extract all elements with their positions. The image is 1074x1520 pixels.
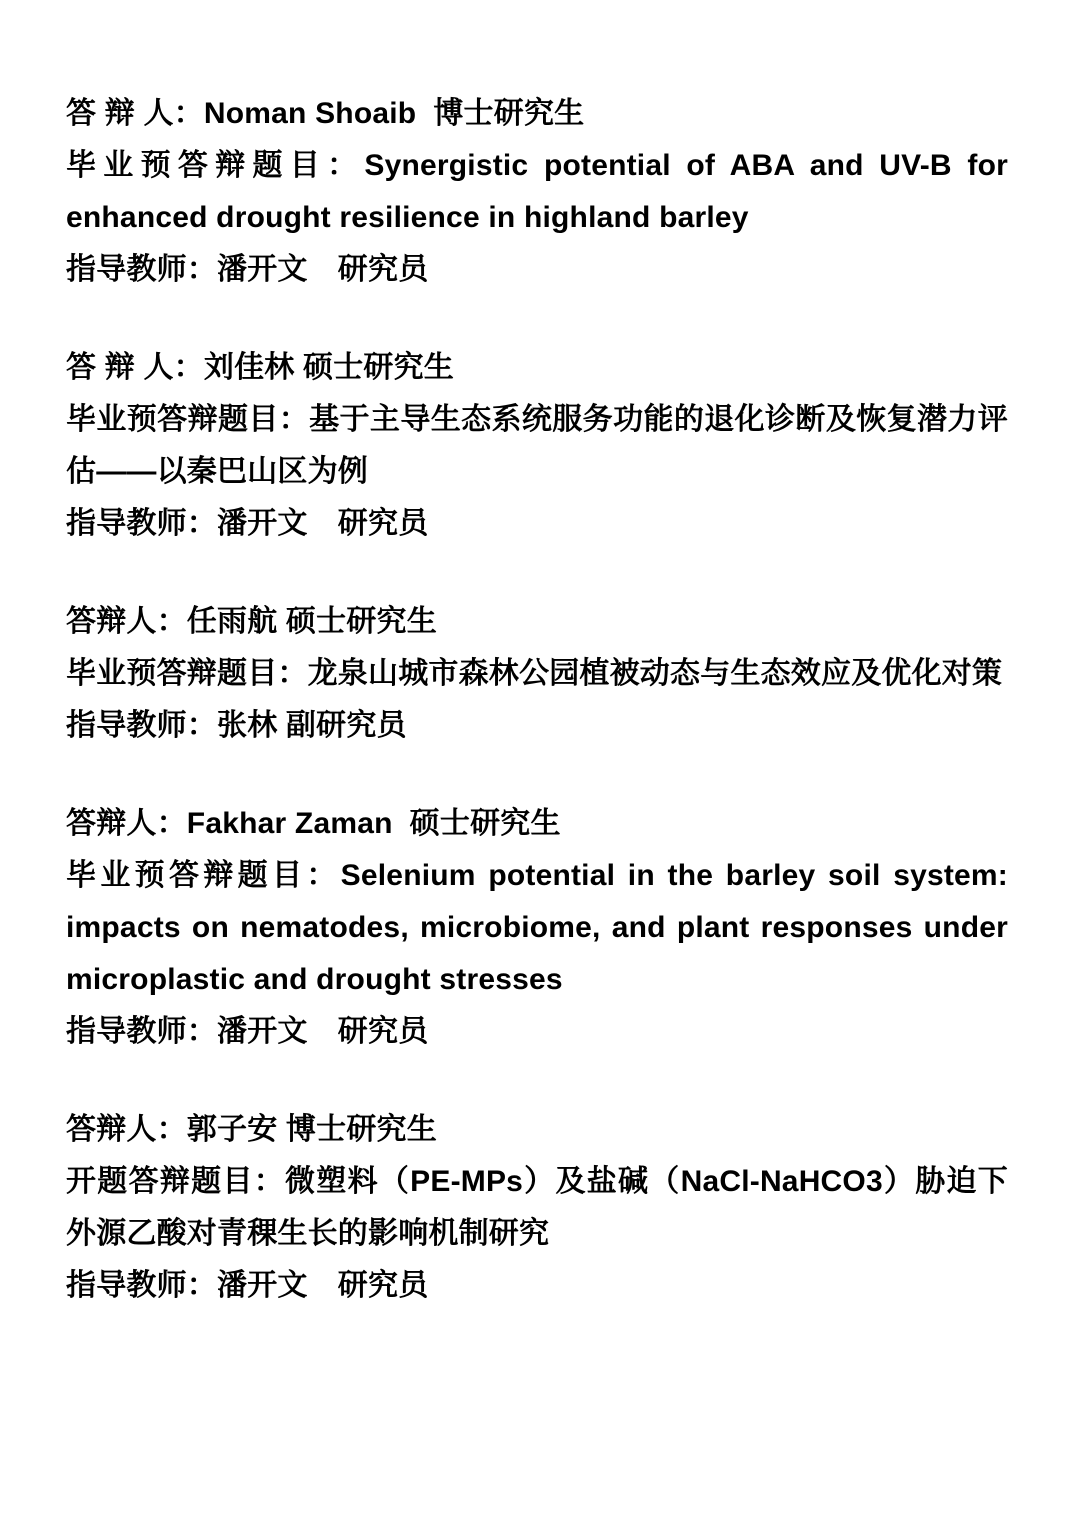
advisor-line: 指导教师：潘开文 研究员 — [66, 507, 429, 540]
advisor-line: 指导教师：潘开文 研究员 — [66, 1015, 429, 1048]
advisor-line: 指导教师：潘开文 研究员 — [66, 253, 429, 286]
candidate-line: 答辩人：任雨航 硕士研究生 — [66, 605, 437, 638]
thesis-title-line: 毕业预答辩题目：龙泉山城市森林公园植被动态与生态效应及优化对策 — [66, 657, 1003, 690]
thesis-title-line: 毕业预答辩题目：基于主导生态系统服务功能的退化诊断及恢复潜力评估——以秦巴山区为例 — [66, 403, 1008, 488]
defense-entry — [66, 596, 1008, 752]
thesis-title-line: 毕业预答辩题目：Selenium potential in the barley soil system: impacts on nematodes, microbiome, and plant responses under microplastic and drought stresses — [66, 859, 1008, 996]
advisor-line: 指导教师：潘开文 研究员 — [66, 1269, 429, 1302]
candidate-line: 答辩人：郭子安 博士研究生 — [66, 1113, 437, 1146]
defense-entry — [66, 1104, 1008, 1312]
defense-entry — [66, 88, 1008, 296]
thesis-title-line: 开题答辩题目：微塑料（PE-MPs）及盐碱（NaCl-NaHCO3）胁迫下外源乙酸对青稞生长的影响机制研究 — [66, 1165, 1008, 1250]
candidate-line: 答辩人：Fakhar Zaman 硕士研究生 — [66, 807, 561, 840]
thesis-title-line: 毕业预答辩题目：Synergistic potential of ABA and UV-B for enhanced drought resilience in highland barley — [66, 149, 1008, 234]
candidate-line: 答 辩 人：Noman Shoaib 博士研究生 — [66, 97, 585, 130]
defense-entry — [66, 798, 1008, 1058]
advisor-line: 指导教师：张林 副研究员 — [66, 709, 407, 742]
defense-entry — [66, 342, 1008, 550]
candidate-line: 答 辩 人：刘佳林 硕士研究生 — [66, 351, 455, 384]
